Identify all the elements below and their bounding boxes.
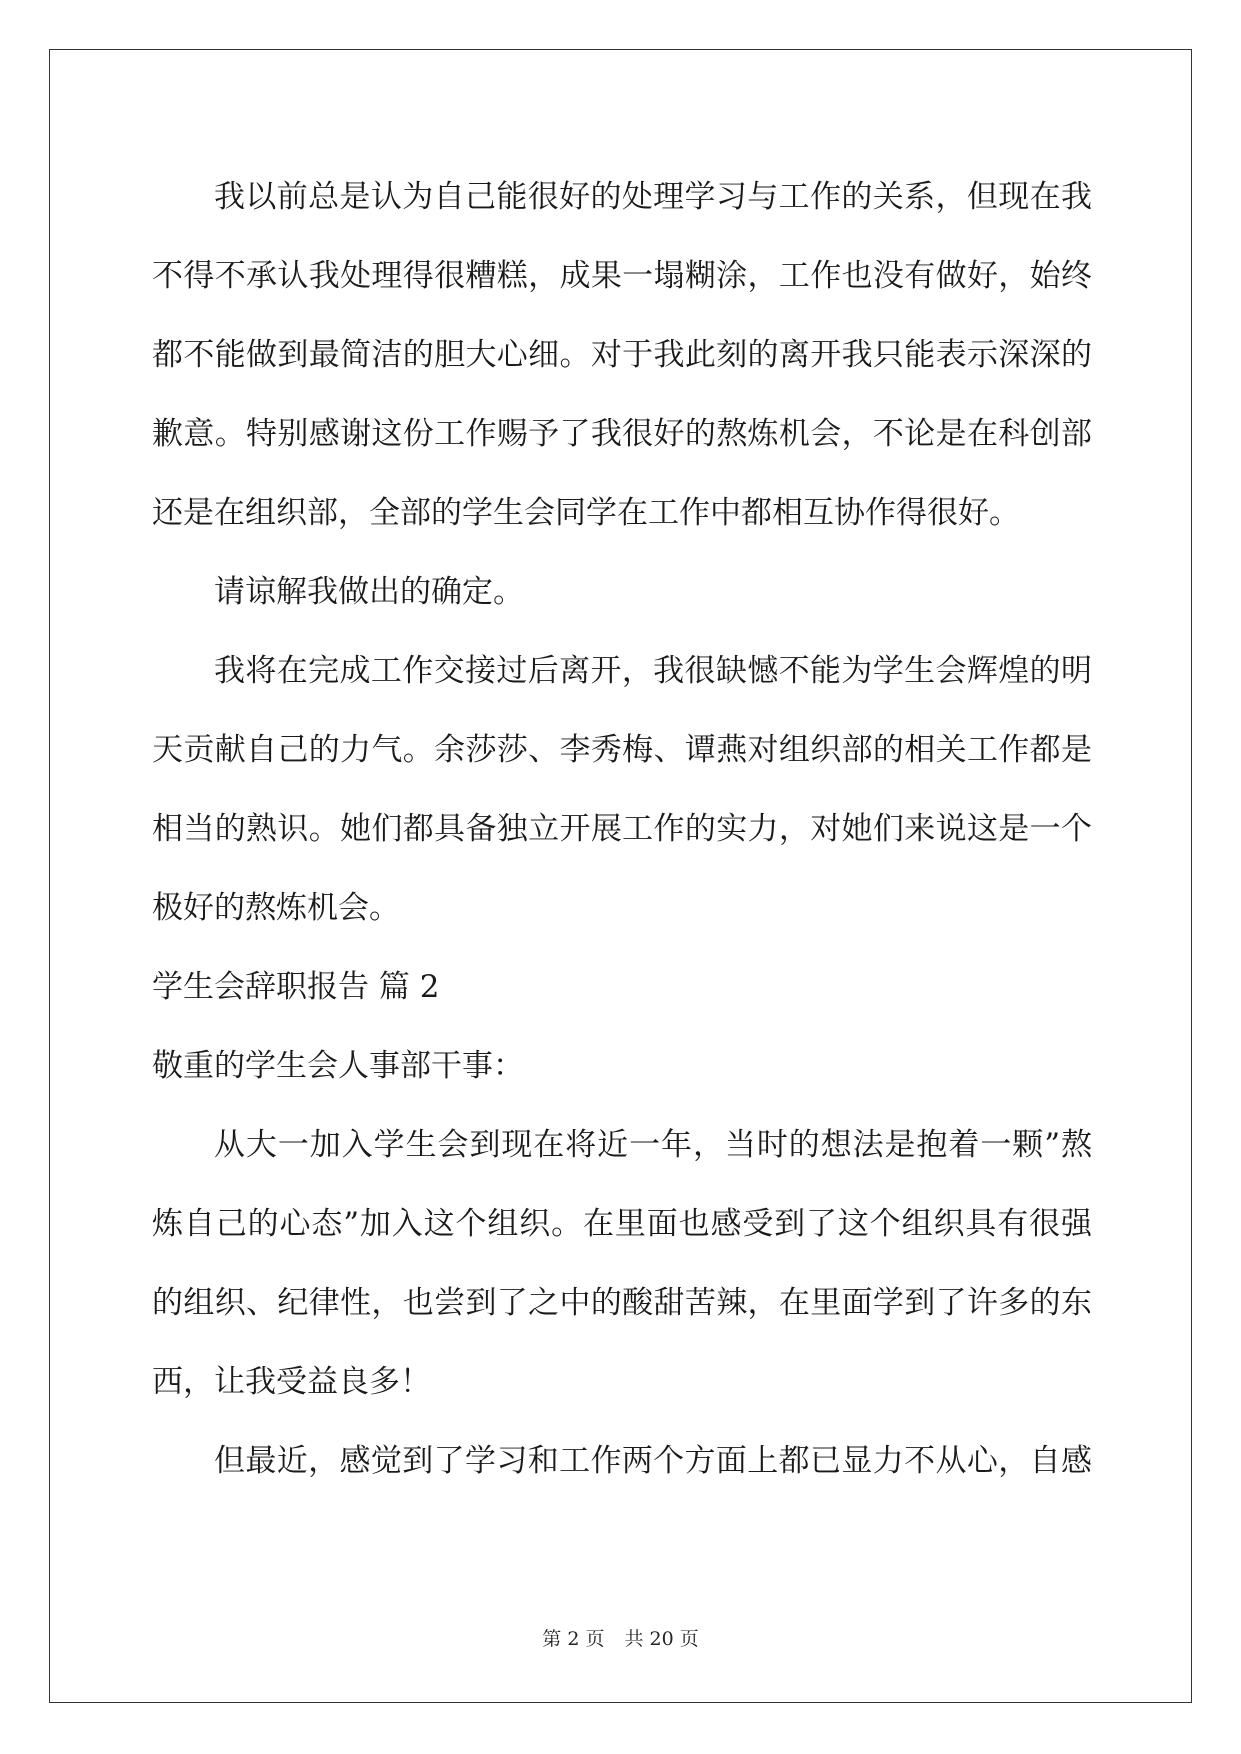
text-line: 还是在组织部，全部的学生会同学在工作中都相互协作得很好。 <box>152 495 1020 531</box>
text-line: 极好的熬炼机会。 <box>152 890 400 926</box>
paragraph-2 <box>152 553 1092 632</box>
text-line: 天贡献自己的力气。余莎莎、李秀梅、谭燕对组织部的相关工作都是 <box>152 732 1092 768</box>
page-total: 共 20 页 <box>624 1628 699 1650</box>
page-number: 第 2 页 <box>542 1628 605 1650</box>
text-line: 西，让我受益良多！ <box>152 1364 431 1400</box>
text-line: 相当的熟识。她们都具备独立开展工作的实力，对她们来说这是一个 <box>152 811 1092 847</box>
document-body <box>152 158 1092 1501</box>
text-line: 从大一加入学生会到现在将近一年，当时的想法是抱着一颗”熬 <box>214 1127 1092 1163</box>
text-line: 都不能做到最简洁的胆大心细。对于我此刻的离开我只能表示深深的 <box>152 337 1092 373</box>
text-line: 不得不承认我处理得很糟糕，成果一塌糊涂，工作也没有做好，始终 <box>152 258 1092 294</box>
paragraph-1 <box>152 158 1092 553</box>
text-line: 我以前总是认为自己能很好的处理学习与工作的关系，但现在我 <box>214 179 1092 215</box>
paragraph-4 <box>152 1106 1092 1422</box>
text-line: 歉意。特别感谢这份工作赐予了我很好的熬炼机会，不论是在科创部 <box>152 416 1092 452</box>
section-heading: 学生会辞职报告 篇 2 <box>152 969 440 1005</box>
salutation: 敬重的学生会人事部干事： <box>152 1048 524 1084</box>
text-line: 我将在完成工作交接过后离开，我很缺憾不能为学生会辉煌的明 <box>214 653 1092 689</box>
paragraph-3 <box>152 632 1092 948</box>
text-line: 的组织、纪律性，也尝到了之中的酸甜苦辣，在里面学到了许多的东 <box>152 1285 1092 1321</box>
page-footer <box>0 1626 1241 1652</box>
text-line: 但最近，感觉到了学习和工作两个方面上都已显力不从心，自感 <box>214 1443 1092 1479</box>
paragraph-5 <box>152 1422 1092 1501</box>
text-line: 炼自己的心态”加入这个组织。在里面也感受到了这个组织具有很强 <box>152 1206 1092 1242</box>
text-line: 请谅解我做出的确定。 <box>214 574 524 610</box>
